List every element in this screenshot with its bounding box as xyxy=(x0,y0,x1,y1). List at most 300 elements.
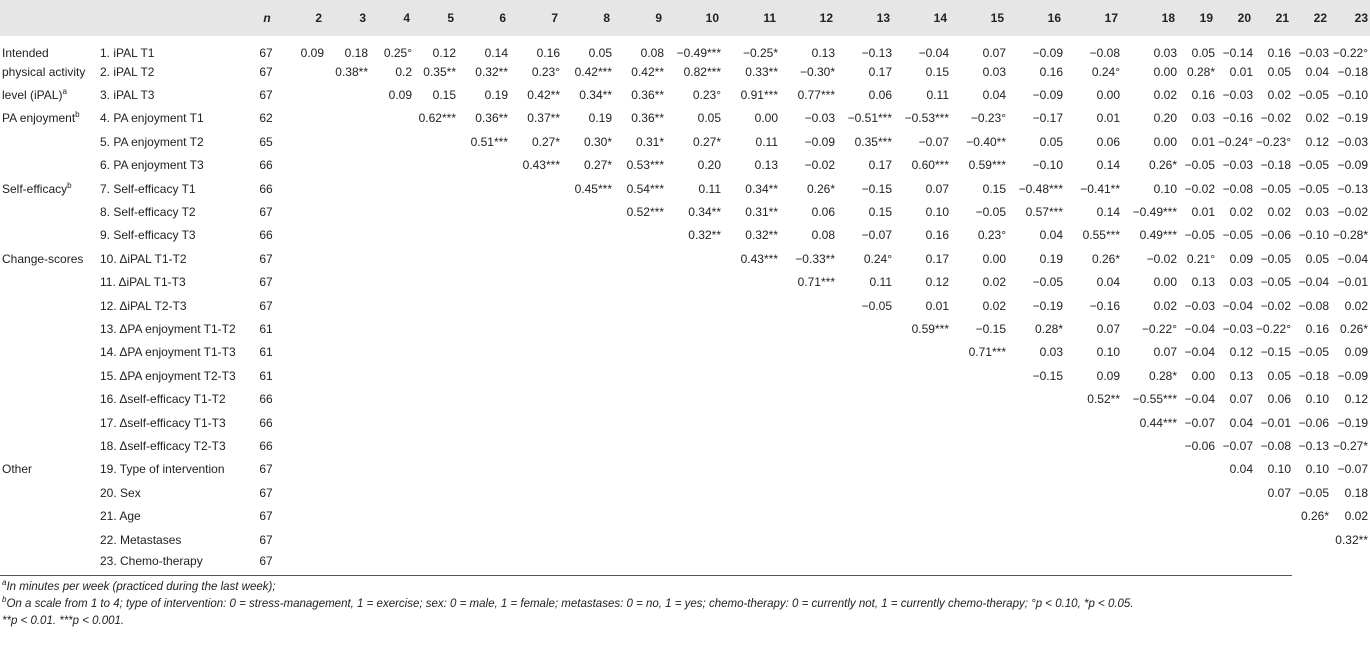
correlation-cell xyxy=(951,504,1008,527)
correlation-cell xyxy=(414,177,458,200)
correlation-cell: 0.11 xyxy=(926,88,949,103)
correlation-cell: 0.36** xyxy=(475,111,508,126)
correlation-cell: 0.51*** xyxy=(470,134,508,149)
row-group-text: Change-scores xyxy=(2,251,84,266)
correlation-cell: 0.16 xyxy=(536,46,560,60)
correlation-cell: 0.16 xyxy=(925,228,949,243)
correlation-cell: 0.00 xyxy=(1191,368,1215,383)
correlation-cell xyxy=(282,107,326,130)
correlation-cell: 0.54*** xyxy=(626,181,664,196)
row-n: 67 xyxy=(259,88,273,103)
correlation-cell xyxy=(780,364,837,387)
correlation-cell: 0.44*** xyxy=(1139,415,1177,430)
correlation-cell: −0.02 xyxy=(1260,298,1291,313)
correlation-cell xyxy=(562,387,614,410)
correlation-cell xyxy=(1122,458,1179,481)
row-n: 67 xyxy=(259,46,273,60)
correlation-cell xyxy=(723,271,780,294)
correlation-cell: 0.57*** xyxy=(1025,205,1063,220)
correlation-cell: 0.02 xyxy=(1229,205,1253,220)
correlation-cell: −0.03 xyxy=(1337,134,1368,149)
table-row xyxy=(0,130,1370,153)
correlation-cell xyxy=(370,341,414,364)
correlation-cell: −0.33** xyxy=(795,251,835,266)
correlation-cell: −0.03 xyxy=(1184,298,1215,313)
table-row xyxy=(0,458,1370,481)
correlation-cell xyxy=(326,154,370,177)
correlation-cell: −0.07 xyxy=(918,134,949,149)
correlation-cell xyxy=(1122,504,1179,527)
correlation-cell xyxy=(1122,551,1179,574)
correlation-cell xyxy=(370,458,414,481)
correlation-cell: 0.10 xyxy=(1305,462,1329,477)
correlation-cell: −0.48*** xyxy=(1018,181,1063,196)
row-n: 62 xyxy=(259,111,273,126)
correlation-cell xyxy=(1065,504,1122,527)
table-row xyxy=(0,36,1370,60)
correlation-cell: −0.15 xyxy=(1032,368,1063,383)
correlation-cell xyxy=(780,317,837,340)
correlation-cell: 0.42** xyxy=(631,64,664,79)
correlation-cell: −0.06 xyxy=(1184,438,1215,453)
correlation-cell: −0.22° xyxy=(1332,46,1368,60)
row-group-label xyxy=(0,271,98,294)
correlation-cell: −0.03 xyxy=(1298,46,1329,60)
correlation-cell xyxy=(1217,481,1255,504)
row-group-label xyxy=(0,130,98,153)
correlation-cell xyxy=(951,481,1008,504)
correlation-cell xyxy=(458,317,510,340)
correlation-cell xyxy=(894,458,951,481)
correlation-cell: 0.07 xyxy=(1153,345,1177,360)
correlation-cell: 0.42** xyxy=(527,88,560,103)
correlation-cell: −0.05 xyxy=(1298,345,1329,360)
correlation-cell xyxy=(414,481,458,504)
header-col: 12 xyxy=(819,11,833,25)
row-group-text: Other xyxy=(2,462,33,477)
correlation-cell: 0.03 xyxy=(1191,111,1215,126)
correlation-cell: −0.06 xyxy=(1260,228,1291,243)
row-label: 6. PA enjoyment T3 xyxy=(100,158,204,173)
correlation-cell: 0.09 xyxy=(1344,345,1368,360)
correlation-cell: −0.49*** xyxy=(1132,205,1177,220)
correlation-cell: 0.15 xyxy=(982,181,1006,196)
row-label: 8. Self-efficacy T2 xyxy=(100,205,196,220)
correlation-cell: −0.18 xyxy=(1337,64,1368,79)
correlation-cell xyxy=(326,434,370,457)
correlation-cell xyxy=(723,387,780,410)
correlation-cell: −0.13 xyxy=(1337,181,1368,196)
correlation-cell: 0.26* xyxy=(1091,251,1120,266)
correlation-cell xyxy=(1122,528,1179,551)
correlation-cell: 0.71*** xyxy=(797,275,835,290)
correlation-cell: 0.26* xyxy=(806,181,835,196)
correlation-cell: 0.25° xyxy=(383,46,412,60)
table-row xyxy=(0,551,1370,574)
header-col: 6 xyxy=(499,11,506,25)
row-group-label xyxy=(0,247,98,270)
correlation-cell: 0.12 xyxy=(432,46,456,60)
correlation-cell xyxy=(614,551,666,574)
correlation-cell: 0.26* xyxy=(1300,509,1329,524)
correlation-cell: −0.03 xyxy=(1222,158,1253,173)
header-n: n xyxy=(263,11,271,25)
correlation-cell: −0.19 xyxy=(1337,111,1368,126)
correlation-cell: 0.02 xyxy=(982,275,1006,290)
correlation-cell: −0.10 xyxy=(1032,158,1063,173)
correlation-cell: −0.05 xyxy=(975,205,1006,220)
correlation-cell: −0.05 xyxy=(1298,158,1329,173)
correlation-cell xyxy=(780,341,837,364)
correlation-cell xyxy=(666,434,723,457)
correlation-cell: 0.07 xyxy=(925,181,949,196)
row-n: 67 xyxy=(259,532,273,547)
correlation-cell: 0.14 xyxy=(484,46,508,60)
row-n: 61 xyxy=(259,345,273,360)
correlation-cell: −0.04 xyxy=(1222,298,1253,313)
table-row xyxy=(0,411,1370,434)
correlation-cell: −0.02 xyxy=(1260,111,1291,126)
correlation-cell xyxy=(894,434,951,457)
correlation-cell xyxy=(458,551,510,574)
correlation-cell: 0.01 xyxy=(925,298,949,313)
correlation-cell: 0.37** xyxy=(527,111,560,126)
correlation-cell: 0.07 xyxy=(1267,485,1291,500)
correlation-cell xyxy=(780,458,837,481)
correlation-cell: 0.05 xyxy=(1267,64,1291,79)
correlation-cell xyxy=(282,177,326,200)
header-col: 2 xyxy=(315,11,322,25)
correlation-cell xyxy=(458,224,510,247)
correlation-cell: 0.11 xyxy=(755,134,778,149)
row-n: 67 xyxy=(259,251,273,266)
correlation-cell xyxy=(282,224,326,247)
correlation-cell xyxy=(370,247,414,270)
correlation-cell xyxy=(510,317,562,340)
correlation-cell: 0.31** xyxy=(745,205,778,220)
correlation-cell: 0.18 xyxy=(1344,485,1368,500)
correlation-cell xyxy=(326,458,370,481)
correlation-cell xyxy=(1179,551,1217,574)
correlation-cell: 0.00 xyxy=(754,111,778,126)
correlation-cell: 0.36** xyxy=(631,88,664,103)
correlation-cell: 0.28* xyxy=(1148,368,1177,383)
correlation-cell: 0.02 xyxy=(1305,111,1329,126)
correlation-cell xyxy=(1122,481,1179,504)
correlation-cell xyxy=(837,317,894,340)
correlation-cell xyxy=(326,364,370,387)
correlation-cell xyxy=(614,458,666,481)
correlation-cell: 0.11 xyxy=(869,275,892,290)
correlation-cell: 0.35*** xyxy=(854,134,892,149)
correlation-cell: 0.04 xyxy=(1229,415,1253,430)
correlation-cell: 0.36** xyxy=(631,111,664,126)
correlation-cell: 0.01 xyxy=(1191,134,1215,149)
row-label: 20. Sex xyxy=(100,485,141,500)
correlation-cell xyxy=(282,364,326,387)
correlation-cell: 0.77*** xyxy=(797,88,835,103)
correlation-cell xyxy=(326,271,370,294)
correlation-cell: −0.04 xyxy=(1184,321,1215,336)
correlation-cell: 0.34** xyxy=(745,181,778,196)
table-row xyxy=(0,481,1370,504)
header-col: 11 xyxy=(763,11,776,25)
correlation-cell: 0.27* xyxy=(531,134,560,149)
correlation-cell: 0.82*** xyxy=(683,64,721,79)
correlation-cell xyxy=(458,247,510,270)
correlation-cell: 0.08 xyxy=(811,228,835,243)
correlation-cell: 0.32** xyxy=(475,64,508,79)
correlation-cell: −0.07 xyxy=(861,228,892,243)
correlation-cell xyxy=(1255,528,1293,551)
correlation-cell xyxy=(666,294,723,317)
header-col: 9 xyxy=(655,11,662,25)
correlation-cell: 0.05 xyxy=(697,111,721,126)
correlation-cell xyxy=(370,481,414,504)
row-group-label xyxy=(0,434,98,457)
correlation-cell: 0.17 xyxy=(868,64,892,79)
correlation-cell xyxy=(370,294,414,317)
correlation-cell xyxy=(1065,551,1122,574)
correlation-cell xyxy=(1065,481,1122,504)
correlation-cell: −0.02 xyxy=(1146,251,1177,266)
correlation-cell: −0.01 xyxy=(1260,415,1291,430)
correlation-cell xyxy=(780,387,837,410)
correlation-cell xyxy=(370,271,414,294)
correlation-cell: 0.06 xyxy=(1267,392,1291,407)
correlation-cell: −0.19 xyxy=(1032,298,1063,313)
correlation-cell xyxy=(723,481,780,504)
correlation-cell xyxy=(326,411,370,434)
correlation-cell xyxy=(562,200,614,223)
correlation-cell: 0.01 xyxy=(1229,64,1253,79)
correlation-cell: 0.19 xyxy=(1039,251,1063,266)
correlation-cell xyxy=(458,528,510,551)
correlation-cell xyxy=(282,481,326,504)
correlation-cell xyxy=(326,247,370,270)
correlation-cell: −0.55*** xyxy=(1132,392,1177,407)
correlation-cell xyxy=(510,341,562,364)
correlation-cell xyxy=(562,364,614,387)
correlation-cell xyxy=(562,224,614,247)
correlation-cell: −0.04 xyxy=(1184,345,1215,360)
correlation-cell xyxy=(510,387,562,410)
correlation-cell: 0.28* xyxy=(1186,64,1215,79)
correlation-cell: 0.71*** xyxy=(968,345,1006,360)
table-footnotes xyxy=(0,575,1292,630)
footnote-b-text: On a scale from 1 to 4; type of intervention: 0 = stress-management, 1 = exercise; sex: 0 = male, 1 = female; metastases: 0 = no, 1 = yes; chemo-therapy: 0 = currently not, 1 = currently chemo-therapy; °p < 0.10, *p < 0.05. xyxy=(6,597,1134,610)
correlation-cell xyxy=(1293,528,1331,551)
correlation-cell: −0.23° xyxy=(1255,134,1291,149)
table-row xyxy=(0,504,1370,527)
correlation-cell: 0.16 xyxy=(1039,64,1063,79)
correlation-cell xyxy=(951,528,1008,551)
correlation-cell xyxy=(1008,551,1065,574)
correlation-cell xyxy=(414,434,458,457)
correlation-cell xyxy=(510,411,562,434)
correlation-cell xyxy=(282,83,326,106)
correlation-cell: −0.07 xyxy=(1184,415,1215,430)
correlation-cell xyxy=(837,364,894,387)
correlation-cell: −0.02 xyxy=(804,158,835,173)
correlation-cell xyxy=(723,411,780,434)
correlation-cell: 0.34** xyxy=(688,205,721,220)
correlation-cell: −0.04 xyxy=(1337,251,1368,266)
table-row xyxy=(0,387,1370,410)
correlation-cell xyxy=(614,341,666,364)
header-col: 3 xyxy=(359,11,366,25)
correlation-cell xyxy=(723,528,780,551)
correlation-cell: 0.43*** xyxy=(522,158,560,173)
correlation-cell xyxy=(951,551,1008,574)
row-n: 67 xyxy=(259,509,273,524)
footnote-a-text: In minutes per week (practiced during the last week); xyxy=(6,580,276,593)
correlation-cell: 0.10 xyxy=(1305,392,1329,407)
correlation-cell: 0.08 xyxy=(640,46,664,60)
correlation-cell xyxy=(282,247,326,270)
correlation-cell: 0.52** xyxy=(1087,392,1120,407)
correlation-cell xyxy=(837,387,894,410)
correlation-cell: 0.10 xyxy=(1096,345,1120,360)
correlation-cell xyxy=(723,551,780,574)
row-n: 66 xyxy=(259,415,273,430)
correlation-cell: 0.38** xyxy=(335,64,368,79)
row-group-text: physical activity xyxy=(2,64,86,79)
correlation-cell xyxy=(562,411,614,434)
row-label: 7. Self-efficacy T1 xyxy=(100,181,196,196)
correlation-cell: 0.21° xyxy=(1186,251,1215,266)
correlation-cell xyxy=(614,224,666,247)
correlation-cell: 0.52*** xyxy=(626,205,664,220)
footnote-a xyxy=(0,579,1292,596)
correlation-cell xyxy=(837,458,894,481)
correlation-cell: 0.15 xyxy=(868,205,892,220)
correlation-cell xyxy=(614,271,666,294)
correlation-cell xyxy=(780,294,837,317)
correlation-cell: 0.20 xyxy=(1153,111,1177,126)
correlation-cell xyxy=(837,481,894,504)
correlation-cell: −0.09 xyxy=(1337,158,1368,173)
correlation-cell xyxy=(780,551,837,574)
header-col: 16 xyxy=(1047,11,1061,25)
correlation-cell: 0.19 xyxy=(484,88,508,103)
correlation-cell: 0.13 xyxy=(754,158,778,173)
correlation-cell xyxy=(510,528,562,551)
correlation-cell: −0.41** xyxy=(1080,181,1120,196)
correlation-cell: −0.16 xyxy=(1222,111,1253,126)
correlation-cell xyxy=(562,271,614,294)
correlation-cell xyxy=(370,177,414,200)
correlation-cell xyxy=(458,177,510,200)
correlation-cell xyxy=(370,154,414,177)
row-label: 18. Δself-efficacy T2-T3 xyxy=(100,438,226,453)
correlation-cell xyxy=(780,481,837,504)
correlation-cell xyxy=(414,387,458,410)
correlation-cell: −0.13 xyxy=(861,46,892,60)
row-group-label xyxy=(0,36,98,60)
correlation-cell: −0.05 xyxy=(1298,88,1329,103)
correlation-cell xyxy=(282,458,326,481)
correlation-cell xyxy=(614,411,666,434)
correlation-cell: −0.19 xyxy=(1337,415,1368,430)
correlation-cell xyxy=(282,551,326,574)
correlation-cell: 0.01 xyxy=(1191,205,1215,220)
correlation-cell: −0.53*** xyxy=(904,111,949,126)
correlation-cell: 0.03 xyxy=(1153,46,1177,60)
correlation-cell xyxy=(414,271,458,294)
correlation-cell: 0.03 xyxy=(1305,205,1329,220)
correlation-cell: 0.13 xyxy=(1191,275,1215,290)
correlation-cell: −0.23° xyxy=(970,111,1006,126)
correlation-cell xyxy=(282,504,326,527)
correlation-cell: −0.15 xyxy=(975,321,1006,336)
header-col: 7 xyxy=(551,11,558,25)
correlation-cell: 0.34** xyxy=(579,88,612,103)
correlation-cell xyxy=(414,247,458,270)
correlation-cell: 0.18 xyxy=(344,46,368,60)
correlation-cell xyxy=(510,294,562,317)
row-group-label xyxy=(0,317,98,340)
correlation-cell xyxy=(1008,504,1065,527)
correlation-cell xyxy=(414,130,458,153)
correlation-cell: 0.32** xyxy=(1335,532,1368,547)
correlation-cell xyxy=(837,341,894,364)
header-col: 14 xyxy=(933,11,947,25)
correlation-cell: −0.09 xyxy=(1032,46,1063,60)
correlation-cell xyxy=(562,434,614,457)
correlation-cell xyxy=(282,154,326,177)
row-n: 67 xyxy=(259,553,273,568)
correlation-cell xyxy=(614,387,666,410)
correlation-cell xyxy=(780,528,837,551)
correlation-cell xyxy=(370,411,414,434)
correlation-cell: 0.07 xyxy=(1096,321,1120,336)
correlation-cell xyxy=(326,317,370,340)
correlation-cell xyxy=(1179,458,1217,481)
row-n: 67 xyxy=(259,485,273,500)
row-group-label xyxy=(0,364,98,387)
row-group-footnote-mark: b xyxy=(75,110,80,120)
correlation-cell: −0.24° xyxy=(1217,134,1253,149)
row-label: 5. PA enjoyment T2 xyxy=(100,134,204,149)
row-n: 67 xyxy=(259,275,273,290)
correlation-cell xyxy=(510,224,562,247)
row-n: 67 xyxy=(259,462,273,477)
correlation-cell: −0.15 xyxy=(1260,345,1291,360)
row-group-label xyxy=(0,294,98,317)
correlation-cell xyxy=(370,504,414,527)
correlation-cell: 0.20 xyxy=(697,158,721,173)
correlation-cell: −0.07 xyxy=(1337,462,1368,477)
row-label: 2. iPAL T2 xyxy=(100,64,155,79)
header-col: 21 xyxy=(1275,11,1289,25)
correlation-cell xyxy=(723,294,780,317)
correlation-cell: 0.28* xyxy=(1034,321,1063,336)
correlation-cell: 0.12 xyxy=(925,275,949,290)
correlation-cell: −0.04 xyxy=(918,46,949,60)
correlation-cell xyxy=(1008,458,1065,481)
correlation-cell: −0.05 xyxy=(1260,251,1291,266)
correlation-cell: 0.02 xyxy=(1344,509,1368,524)
row-n: 65 xyxy=(259,134,273,149)
correlation-cell: 0.15 xyxy=(432,88,456,103)
correlation-cell: 0.16 xyxy=(1191,88,1215,103)
header-blank-group xyxy=(0,0,98,36)
correlation-cell xyxy=(1255,504,1293,527)
correlation-cell xyxy=(458,364,510,387)
correlation-cell xyxy=(458,481,510,504)
row-label: 11. ΔiPAL T1-T3 xyxy=(100,275,186,290)
